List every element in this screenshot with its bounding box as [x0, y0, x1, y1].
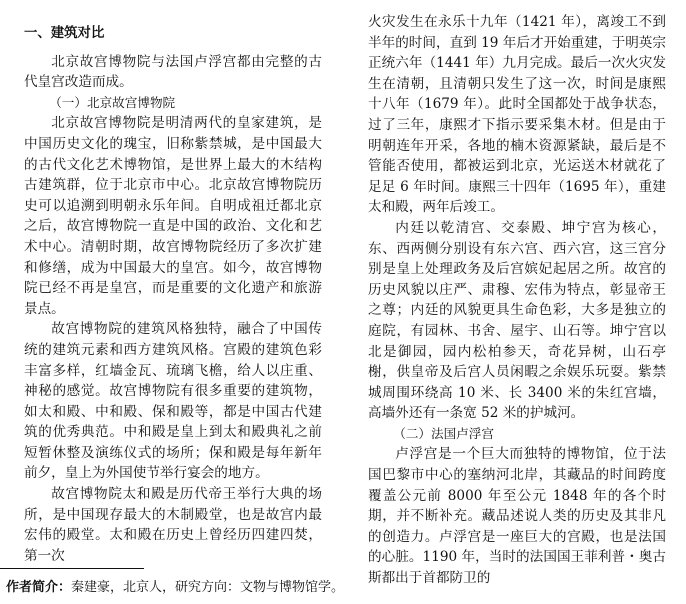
body-paragraph: 故宫博物院太和殿是历代帝王举行大典的场所，是中国现存最大的木制殿堂，也是故宫内最宏伟的殿堂。太和殿在历史上曾经历四建四焚，第一次 [24, 486, 322, 564]
continued-paragraph: 火灾发生在永乐十九年（1421 年），离竣工不到半年的时间，直到 19 年后才开始重建，于明英宗正统六年（1441 年）九月完成。最后一次火灾发生在清朝，且清朝只发生了这一次，时间是康熙十八年（1679 年）。此时全国都处于战争状态，过了三年，康熙才下指示要采集木材。但是由于明朝连年开采，各地的楠木资源紧缺，最后是不管能否使用，都被运到北京，光运送木材就花了足足 6 年时间。康熙三十四年（1695 年），重建太和殿，两年后竣工。 [368, 14, 666, 216]
author-bio-text: 秦建豪，北京人，研究方向：文物与博物馆学。 [71, 580, 345, 595]
body-paragraph: 故宫博物院的建筑风格独特，融合了中国传统的建筑元素和西方建筑风格。宫殿的建筑色彩丰富多样，红墙金瓦、琉璃飞檐，给人以庄重、神秘的感觉。故宫博物院有很多重要的建筑物，如太和殿、中和殿、保和殿等，都是中国古代建筑的优秀典范。中和殿是皇上到太和殿典礼之前短暂休整及演练仪式的场所；保和殿是每年新年前夕，皇上为外国使节举行宴会的地方。 [24, 321, 322, 482]
body-paragraph: 卢浮宫是一个巨大而独特的博物馆，位于法国巴黎市中心的塞纳河北岸，其藏品的时间跨度覆盖公元前 8000 年至公元 1848 年的各个时期，并不断补充。藏品述说人类的历史及其非凡的创造力。卢浮宫是一座巨大的宫殿，也是法国的心脏。1190 年，当时的法国国王菲利普・奥古斯都出于首都防卫的 [368, 446, 666, 587]
left-column [24, 12, 322, 566]
footnote-divider [0, 568, 144, 569]
body-paragraph: 内廷以乾清宫、交泰殿、坤宁宫为核心，东、西两侧分别设有东六宫、西六宫，这三宫分别是皇上处理政务及后宫嫔妃起居之所。故宫的历史风貌以庄严、肃穆、宏伟为特点，彰显帝王之尊；内廷的风貌更具生命色彩，大多是独立的庭院，有园林、书舍、屋宇、山石等。坤宁宫以北是御园，园内松柏参天，奇花异树，山石亭榭，供皇帝及后宫人员闲暇之余娱乐玩耍。紫禁城周围环绕高 10 米、长 3400 米的朱红宫墙，高墙外还有一条宽 52 米的护城河。 [368, 219, 666, 422]
section-title: 一、建筑对比 [24, 26, 105, 41]
right-column [368, 12, 666, 589]
author-bio [6, 576, 344, 595]
subsection-title-louvre: （二）法国卢浮宫 [393, 425, 494, 441]
author-bio-label: 作者简介： [6, 580, 72, 595]
subsection-title-forbidden-city: （一）北京故宫博物院 [49, 94, 176, 110]
intro-paragraph: 北京故宫博物院与法国卢浮宫都由完整的古代皇宫改造而成。 [24, 53, 322, 91]
body-paragraph: 北京故宫博物院是明清两代的皇家建筑，是中国历史文化的瑰宝，旧称紫禁城，是中国最大的古代文化艺术博物馆，是世界上最大的木结构古建筑群，位于北京市中心。北京故宫博物院历史可以追溯到明朝永乐年间。自明成祖迁都北京之后，故宫博物院一直是中国的政治、文化和艺术中心。清朝时期，故宫博物院经历了多次扩建和修缮，成为中国最大的皇宫。如今，故宫博物院已经不再是皇宫，而是重要的文化遗产和旅游景点。 [24, 115, 322, 317]
